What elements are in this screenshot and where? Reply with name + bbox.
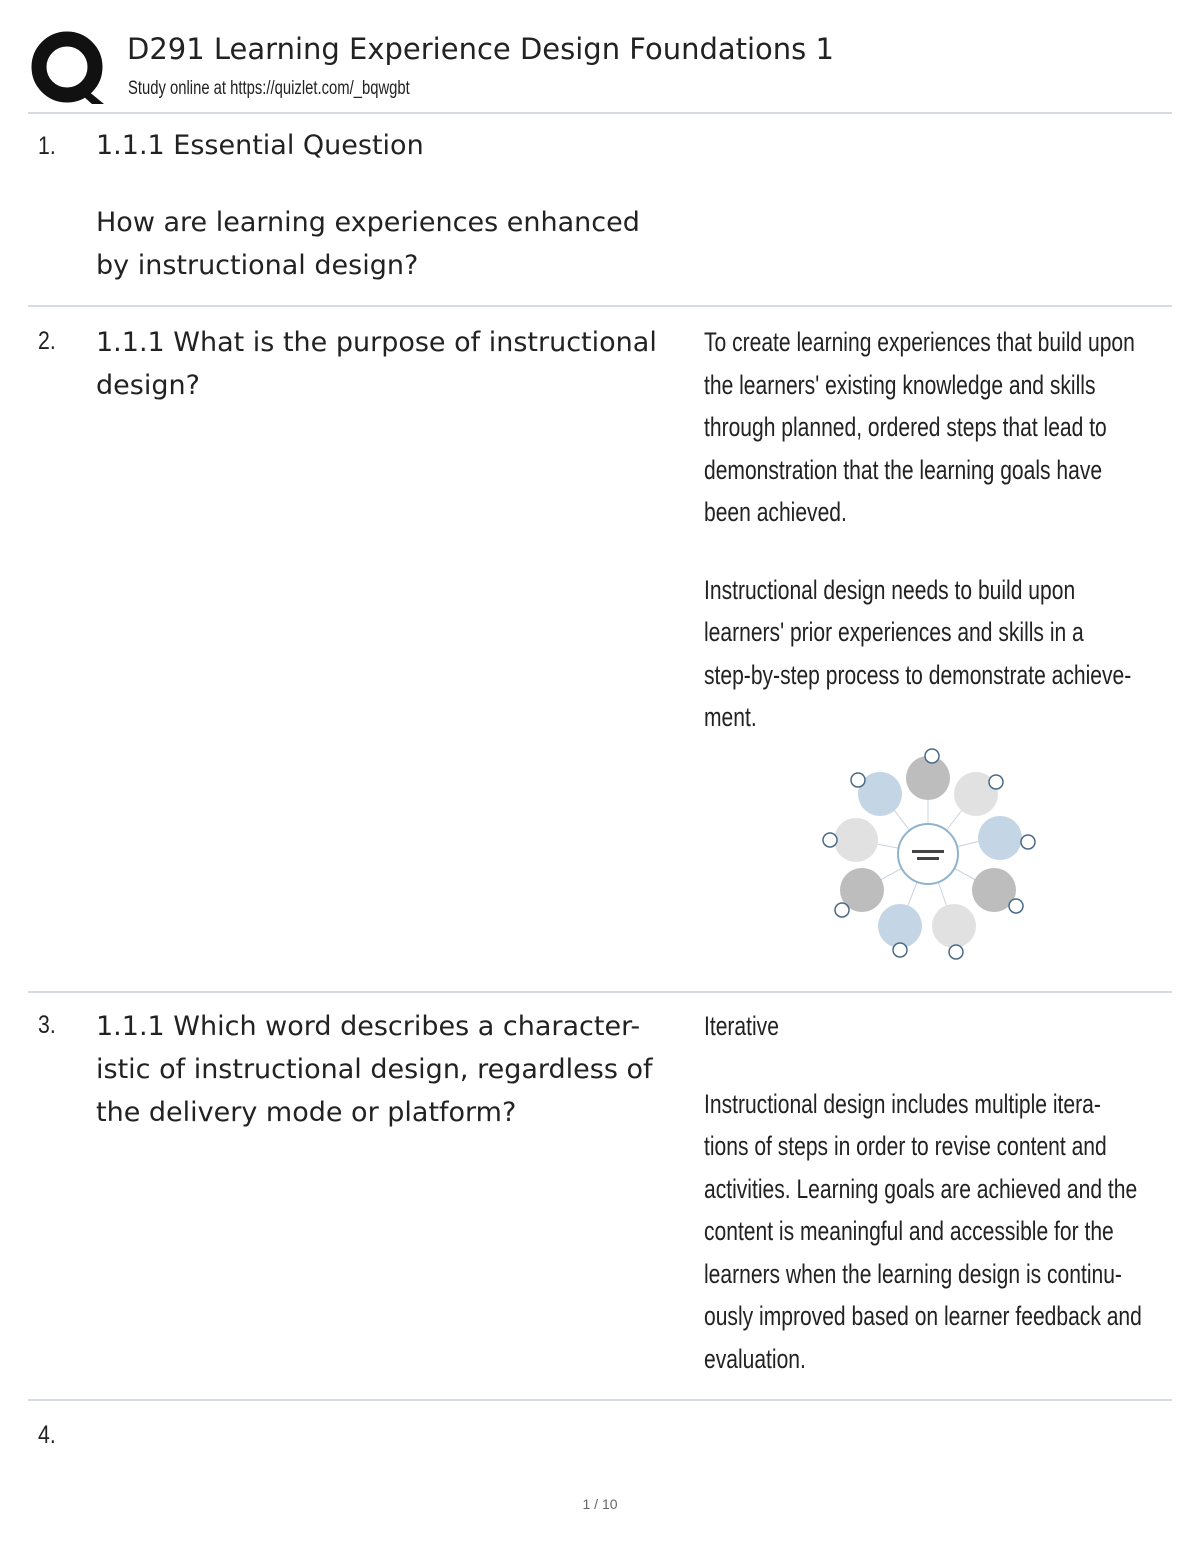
definition-text: Instructional design includes multiple itera- tions of steps in order to revise content and activities. Learning goals are achieved and the content is meaningful and accessible for the learners when the learning design is continu- ously improved based on learner feedback and evaluation. — [704, 1088, 1142, 1374]
term-text: 1.1.1 What is the purpose of instructional design? — [96, 327, 657, 401]
card-number: 4. — [38, 1421, 56, 1449]
card-definition — [704, 1005, 1172, 1380]
term-text: 1.1.1 Which word describes a character- istic of instructional design, regardless of the delivery mode or platform? — [96, 1011, 653, 1128]
page-number: 1 / 10 — [582, 1496, 618, 1512]
card-number: 3. — [38, 1011, 56, 1039]
page-title: D291 Learning Experience Design Foundations 1 — [127, 32, 834, 66]
quizlet-logo-icon — [30, 30, 108, 108]
definition-text: Instructional design needs to build upon learners' prior experiences and skills in a step-by-step process to demonstrate achieve- ment. — [704, 574, 1132, 732]
study-online-link[interactable]: Study online at https://quizlet.com/_bqwgbt — [128, 78, 410, 99]
divider — [28, 305, 1172, 307]
card-number: 1. — [38, 132, 56, 160]
definition-text: To create learning experiences that build upon the learners' existing knowledge and skills through planned, ordered steps that lead to demonstration that the learning goals have been achieved. — [704, 327, 1135, 527]
page-header — [0, 0, 1200, 115]
divider — [28, 1399, 1172, 1401]
definition-text: Iterative — [704, 1011, 779, 1041]
term-text: 1.1.1 Essential Question — [96, 130, 424, 161]
card-number: 2. — [38, 327, 56, 355]
divider — [28, 112, 1172, 114]
instructional-design-cycle-diagram — [816, 744, 1040, 964]
card-definition — [704, 321, 1172, 739]
card-term — [96, 321, 701, 407]
divider — [28, 991, 1172, 993]
card-term — [96, 1005, 701, 1134]
card-term — [96, 124, 701, 287]
term-text: How are learning experiences enhanced by instructional design? — [96, 207, 640, 281]
